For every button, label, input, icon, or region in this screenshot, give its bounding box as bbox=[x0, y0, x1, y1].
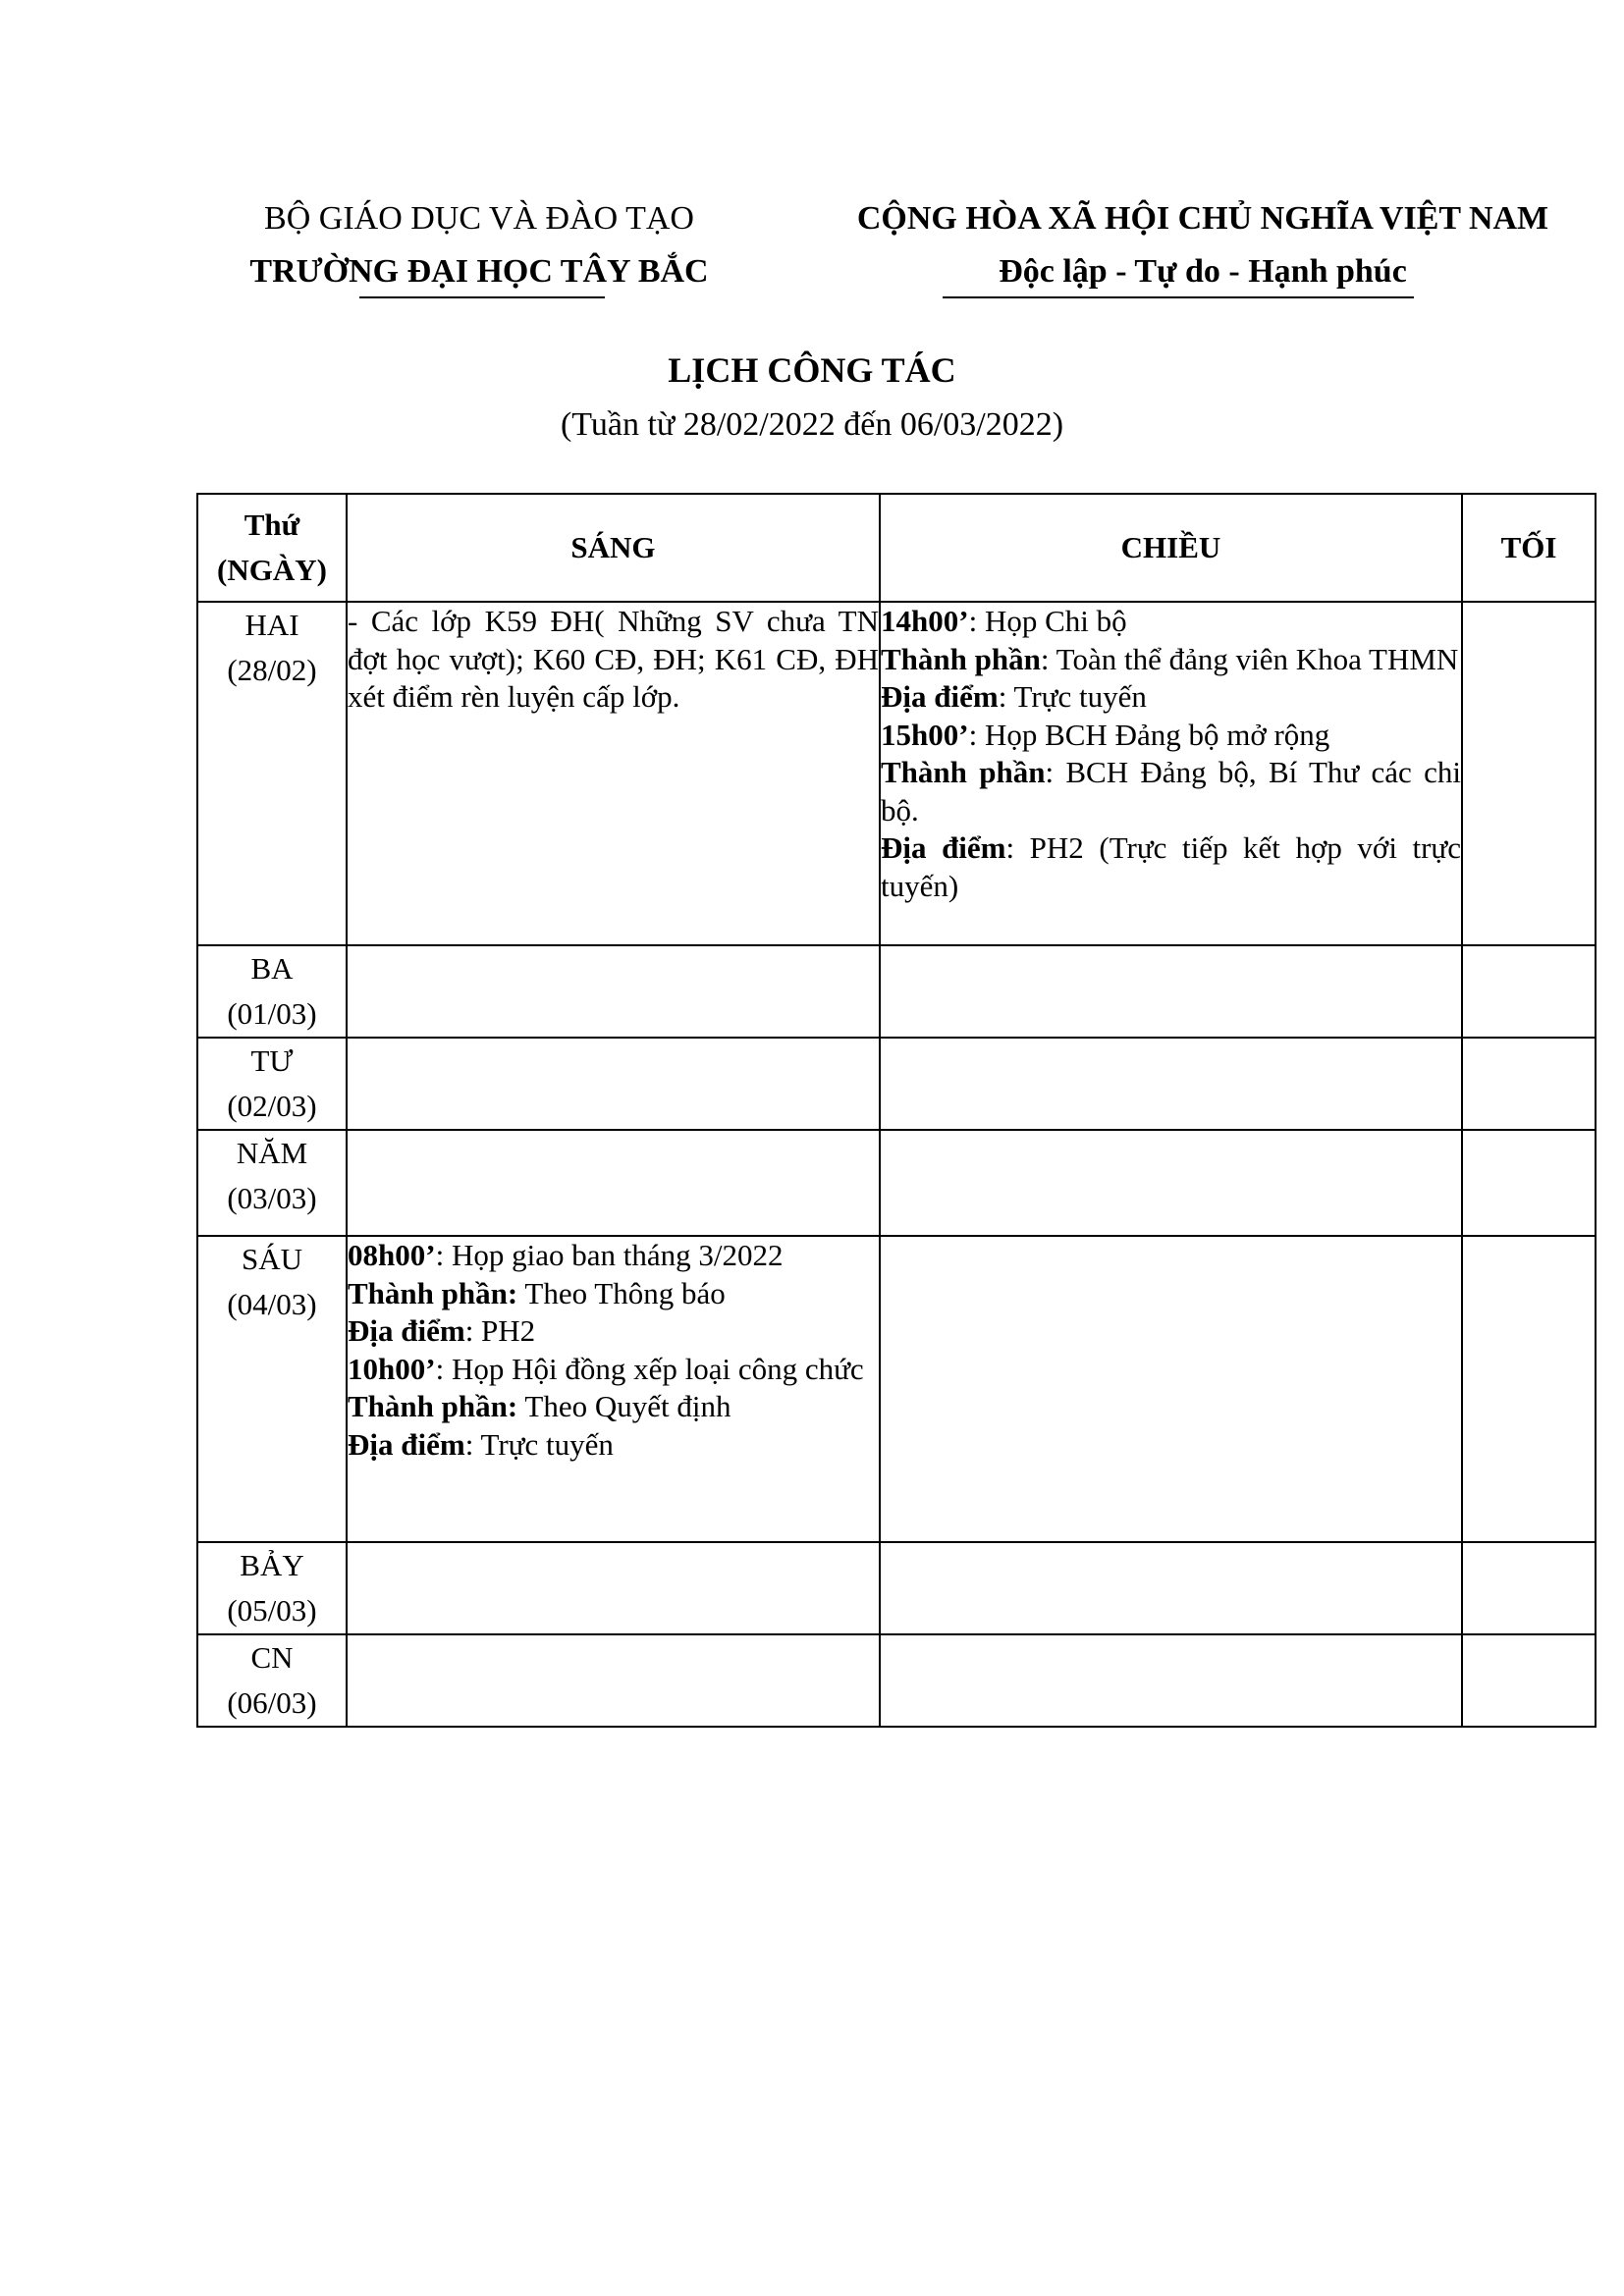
document-title: LỊCH CÔNG TÁC bbox=[668, 350, 956, 390]
morning-cell bbox=[347, 1130, 880, 1236]
header-evening: TỐI bbox=[1462, 494, 1596, 602]
ministry-name: BỘ GIÁO DỤC VÀ ĐÀO TẠO bbox=[264, 200, 694, 237]
header-afternoon: CHIỀU bbox=[880, 494, 1462, 602]
schedule-table bbox=[196, 493, 1597, 1728]
day-cell: BA (01/03) bbox=[197, 945, 347, 1038]
day-cell: NĂM (03/03) bbox=[197, 1130, 347, 1236]
event-participants: Thành phần: Toàn thể đảng viên Khoa THMN bbox=[881, 641, 1459, 676]
evening-cell bbox=[1462, 945, 1596, 1038]
table-row bbox=[197, 1634, 1596, 1727]
table-row bbox=[197, 945, 1596, 1038]
day-cell: CN (06/03) bbox=[197, 1634, 347, 1727]
day-cell: TƯ (02/03) bbox=[197, 1038, 347, 1130]
event-location: Địa điểm: Trực tuyến bbox=[881, 679, 1147, 714]
evening-cell bbox=[1462, 1542, 1596, 1634]
morning-cell bbox=[347, 602, 880, 945]
event-text: - Các lớp K59 ĐH( Những SV chưa TN đợt học vượt); K60 CĐ, ĐH; K61 CĐ, ĐH xét điểm rèn luyện cấp lớp. bbox=[348, 604, 879, 714]
event-location: Địa điểm: PH2 bbox=[348, 1313, 536, 1348]
event-heading: 08h00’: Họp giao ban tháng 3/2022 bbox=[348, 1238, 784, 1272]
event-heading: 14h00’: Họp Chi bộ bbox=[881, 604, 1127, 638]
school-underline bbox=[359, 296, 605, 298]
day-cell: BẢY (05/03) bbox=[197, 1542, 347, 1634]
event-heading: 10h00’: Họp Hội đồng xếp loại công chức bbox=[348, 1351, 864, 1386]
afternoon-cell bbox=[880, 1542, 1462, 1634]
afternoon-cell bbox=[880, 1130, 1462, 1236]
day-cell: SÁU (04/03) bbox=[197, 1236, 347, 1542]
table-row bbox=[197, 602, 1596, 945]
school-name: TRƯỜNG ĐẠI HỌC TÂY BẮC bbox=[249, 253, 709, 290]
event-location: Địa điểm: PH2 (Trực tiếp kết hợp với trực tuyến) bbox=[881, 830, 1461, 903]
event-participants: Thành phần: Theo Thông báo bbox=[348, 1275, 726, 1310]
morning-cell bbox=[347, 1236, 880, 1542]
document-subtitle: (Tuần từ 28/02/2022 đến 06/03/2022) bbox=[560, 406, 1064, 443]
event-heading: 15h00’: Họp BCH Đảng bộ mở rộng bbox=[881, 717, 1330, 752]
morning-cell bbox=[347, 1542, 880, 1634]
day-cell: HAI (28/02) bbox=[197, 602, 347, 945]
national-motto: Độc lập - Tự do - Hạnh phúc bbox=[999, 253, 1407, 290]
republic-name: CỘNG HÒA XÃ HỘI CHỦ NGHĨA VIỆT NAM bbox=[856, 200, 1549, 237]
afternoon-cell bbox=[880, 1236, 1462, 1542]
event-participants: Thành phần: BCH Đảng bộ, Bí Thư các chi bộ. bbox=[881, 755, 1461, 828]
evening-cell bbox=[1462, 1634, 1596, 1727]
morning-cell bbox=[347, 945, 880, 1038]
afternoon-cell bbox=[880, 945, 1462, 1038]
event-participants: Thành phần: Theo Quyết định bbox=[348, 1389, 731, 1423]
header-day: Thứ (NGÀY) bbox=[197, 494, 347, 602]
table-row bbox=[197, 1038, 1596, 1130]
table-header-row bbox=[197, 494, 1596, 602]
evening-cell bbox=[1462, 602, 1596, 945]
national-header bbox=[795, 192, 1610, 298]
table-row bbox=[197, 1130, 1596, 1236]
afternoon-cell bbox=[880, 602, 1462, 945]
event-location: Địa điểm: Trực tuyến bbox=[348, 1426, 614, 1462]
morning-cell bbox=[347, 1634, 880, 1727]
morning-cell bbox=[347, 1038, 880, 1130]
table-row bbox=[197, 1542, 1596, 1634]
evening-cell bbox=[1462, 1038, 1596, 1130]
evening-cell bbox=[1462, 1130, 1596, 1236]
table-row bbox=[197, 1236, 1596, 1542]
evening-cell bbox=[1462, 1236, 1596, 1542]
afternoon-cell bbox=[880, 1038, 1462, 1130]
afternoon-cell bbox=[880, 1634, 1462, 1727]
issuer-block bbox=[194, 192, 764, 298]
motto-underline bbox=[943, 296, 1414, 298]
header-morning: SÁNG bbox=[347, 494, 880, 602]
